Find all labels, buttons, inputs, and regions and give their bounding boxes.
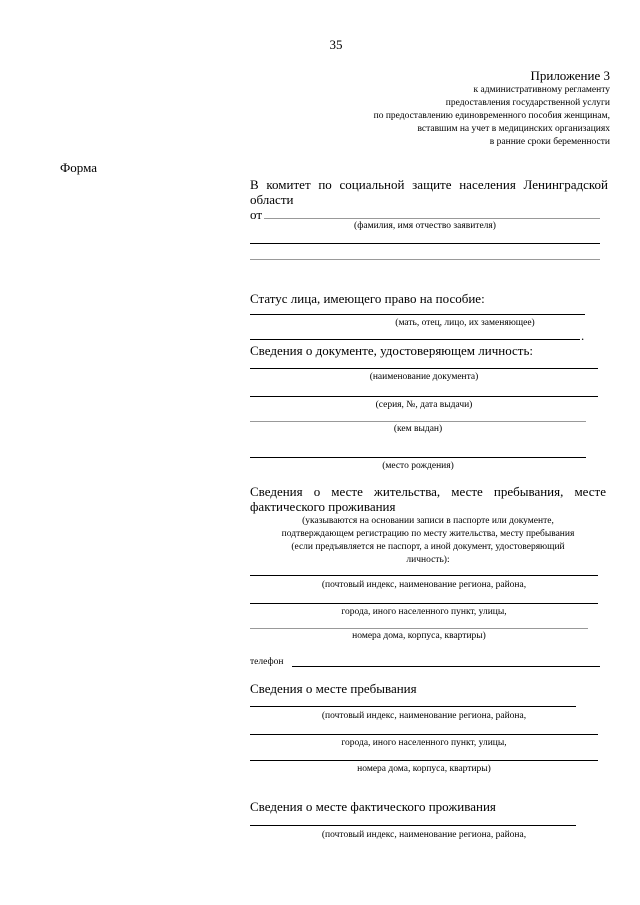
from-label: от [250, 207, 263, 222]
stay-line-2[interactable] [250, 734, 598, 735]
status-line-2[interactable] [250, 339, 580, 340]
status-heading: Статус лица, имеющего право на пособие: [250, 291, 485, 306]
applicant-name-line-2[interactable] [250, 243, 600, 244]
actual-heading: Сведения о месте фактического проживания [250, 799, 496, 814]
actual-caption: (почтовый индекс, наименование региона, района, [321, 830, 527, 840]
actual-line-1[interactable] [250, 825, 576, 826]
stay-caption: города, иного населенного пункт, улицы, [341, 738, 507, 748]
residence-line-2[interactable] [250, 603, 598, 604]
identity-heading: Сведения о документе, удостоверяющем личность: [250, 343, 534, 358]
residence-note: личность): [406, 555, 450, 565]
stay-heading: Сведения о месте пребывания [250, 681, 417, 696]
appendix-line: предоставления государственной услуги [445, 98, 610, 108]
residence-note: подтверждающем регистрацию по месту жительства, месту пребывания [281, 529, 575, 539]
residence-caption: города, иного населенного пункт, улицы, [341, 607, 507, 617]
stay-caption: номера дома, корпуса, квартиры) [357, 764, 491, 774]
stay-caption: (почтовый индекс, наименование региона, района, [321, 711, 527, 721]
issued-by-line[interactable] [250, 421, 586, 422]
page-number: 35 [329, 37, 343, 52]
status-end-mark: . [581, 328, 585, 343]
applicant-name-line-3[interactable] [250, 259, 600, 260]
residence-heading-2: фактического проживания [250, 499, 396, 514]
addressee-region: области [250, 192, 294, 207]
document-series-line[interactable] [250, 396, 598, 397]
document-series-caption: (серия, №, дата выдачи) [375, 400, 473, 410]
appendix-line: по предоставлению единовременного пособия женщинам, [373, 111, 610, 121]
status-line[interactable] [250, 314, 585, 315]
residence-line-3[interactable] [250, 628, 588, 629]
residence-note: (указываются на основании записи в паспорте или документе, [302, 516, 554, 526]
phone-line[interactable] [292, 666, 600, 667]
residence-caption: номера дома, корпуса, квартиры) [352, 631, 486, 641]
birthplace-line[interactable] [250, 457, 586, 458]
status-caption: (мать, отец, лицо, их заменяющее) [395, 318, 535, 328]
appendix-title: Приложение 3 [530, 68, 610, 83]
form-label: Форма [60, 160, 97, 175]
appendix-line: к административному регламенту [473, 85, 610, 95]
phone-label: телефон [250, 657, 284, 667]
stay-line-3[interactable] [250, 760, 598, 761]
birthplace-caption: (место рождения) [382, 461, 454, 471]
document-name-caption: (наименование документа) [369, 372, 479, 382]
residence-heading: Сведения о месте жительства, месте пребывания, месте [250, 484, 606, 499]
appendix-line: вставшим на учет в медицинских организациях [417, 124, 610, 134]
residence-note: (если предъявляется не паспорт, а иной документ, удостоверяющий [291, 542, 565, 552]
applicant-name-caption: (фамилия, имя отчество заявителя) [354, 221, 496, 231]
applicant-name-line[interactable] [264, 218, 600, 219]
residence-line-1[interactable] [250, 575, 598, 576]
addressee-line: В комитет по социальной защите населения Ленинградской [250, 177, 608, 192]
appendix-line: в ранние сроки беременности [489, 137, 610, 147]
stay-line-1[interactable] [250, 706, 576, 707]
residence-caption: (почтовый индекс, наименование региона, района, [321, 580, 527, 590]
issued-by-caption: (кем выдан) [393, 424, 443, 434]
document-name-line[interactable] [250, 368, 598, 369]
